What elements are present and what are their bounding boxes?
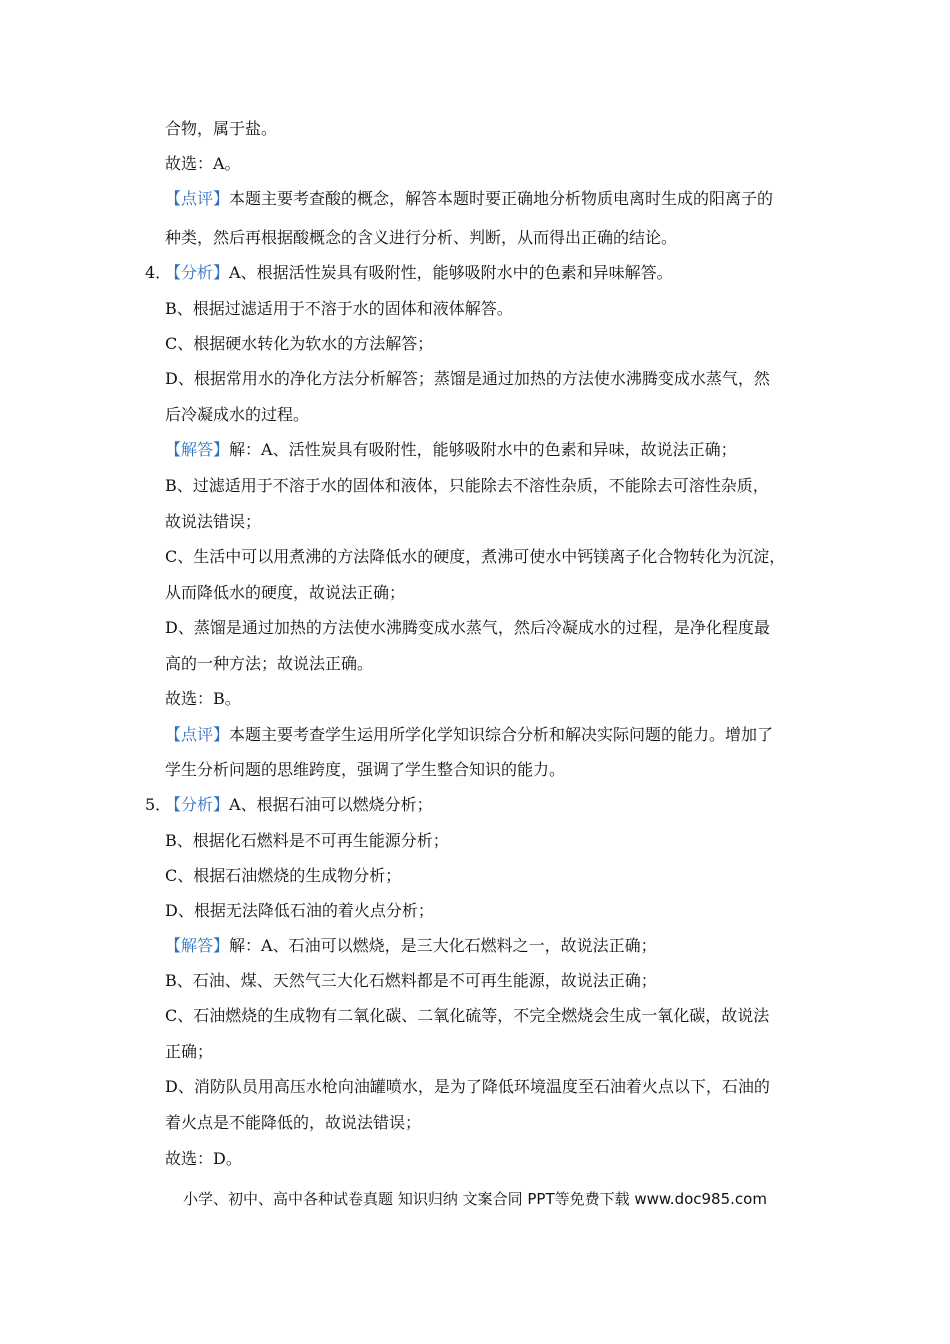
answer-text: 解：A、石油可以燃烧，是三大化石燃料之一，故说法正确； xyxy=(229,936,657,955)
text-line: D、根据常用水的净化方法分析解答；蒸馏是通过加热的方法使水沸腾变成水蒸气，然 xyxy=(165,369,770,388)
answer-tag: 【解答】 xyxy=(165,440,230,459)
text-line: C、石油燃烧的生成物有二氧化碳、二氧化硫等，不完全燃烧会生成一氧化碳，故说法 xyxy=(165,1006,770,1025)
answer-text: 解：A、活性炭具有吸附性，能够吸附水中的色素和异味，故说法正确； xyxy=(229,440,737,459)
text-line: 高的一种方法；故说法正确。 xyxy=(165,654,374,673)
text-line: C、根据石油燃烧的生成物分析； xyxy=(165,866,402,885)
text-line: 故选：A。 xyxy=(165,154,241,173)
review-line xyxy=(165,724,773,746)
analysis-line xyxy=(165,794,433,816)
answer-line xyxy=(165,935,657,957)
analysis-tag: 【分析】 xyxy=(165,795,230,814)
text-line: D、消防队员用高压水枪向油罐喷水，是为了降低环境温度至石油着火点以下，石油的 xyxy=(165,1077,770,1096)
text-line: C、生活中可以用煮沸的方法降低水的硬度，煮沸可使水中钙镁离子化合物转化为沉淀， xyxy=(165,547,786,566)
analysis-line xyxy=(165,262,673,284)
text-line: B、根据化石燃料是不可再生能源分析； xyxy=(165,831,449,850)
text-line: 学生分析问题的思维跨度，强调了学生整合知识的能力。 xyxy=(165,760,566,779)
analysis-text: A、根据活性炭具有吸附性，能够吸附水中的色素和异味解答。 xyxy=(229,263,673,282)
text-line: B、过滤适用于不溶于水的固体和液体，只能除去不溶性杂质，不能除去可溶性杂质， xyxy=(165,476,769,495)
text-line: C、根据硬水转化为软水的方法解答； xyxy=(165,334,434,353)
review-text: 本题主要考查酸的概念，解答本题时要正确地分析物质电离时生成的阳离子的 xyxy=(229,189,774,208)
text-line: 故说法错误； xyxy=(165,512,262,531)
text-line: D、蒸馏是通过加热的方法使水沸腾变成水蒸气，然后冷凝成水的过程，是净化程度最 xyxy=(165,618,770,637)
review-text: 本题主要考查学生运用所学化学知识综合分析和解决实际问题的能力。增加了 xyxy=(229,725,774,744)
text-line: D、根据无法降低石油的着火点分析； xyxy=(165,901,434,920)
page-footer: 小学、初中、高中各种试卷真题 知识归纳 文案合同 PPT等免费下载 www.doc985.com xyxy=(183,1190,767,1208)
text-line: B、根据过滤适用于不溶于水的固体和液体解答。 xyxy=(165,299,513,318)
review-line xyxy=(165,188,773,210)
text-line: 着火点是不能降低的，故说法错误； xyxy=(165,1113,422,1132)
text-line: 正确； xyxy=(165,1042,214,1061)
answer-line xyxy=(165,439,737,461)
text-line: 故选：B。 xyxy=(165,689,241,708)
review-tag: 【点评】 xyxy=(165,725,230,744)
text-line: 合物，属于盐。 xyxy=(165,119,278,138)
analysis-tag: 【分析】 xyxy=(165,263,230,282)
review-tag: 【点评】 xyxy=(165,189,230,208)
text-line: 种类，然后再根据酸概念的含义进行分析、判断，从而得出正确的结论。 xyxy=(165,228,678,247)
answer-tag: 【解答】 xyxy=(165,936,230,955)
text-line: 从而降低水的硬度，故说法正确； xyxy=(165,583,406,602)
text-line: 后冷凝成水的过程。 xyxy=(165,405,310,424)
question-number: 5． xyxy=(145,795,172,814)
text-line: 故选：D。 xyxy=(165,1149,242,1168)
question-number: 4． xyxy=(145,263,172,282)
analysis-text: A、根据石油可以燃烧分析； xyxy=(229,795,433,814)
text-line: B、石油、煤、天然气三大化石燃料都是不可再生能源，故说法正确； xyxy=(165,971,657,990)
